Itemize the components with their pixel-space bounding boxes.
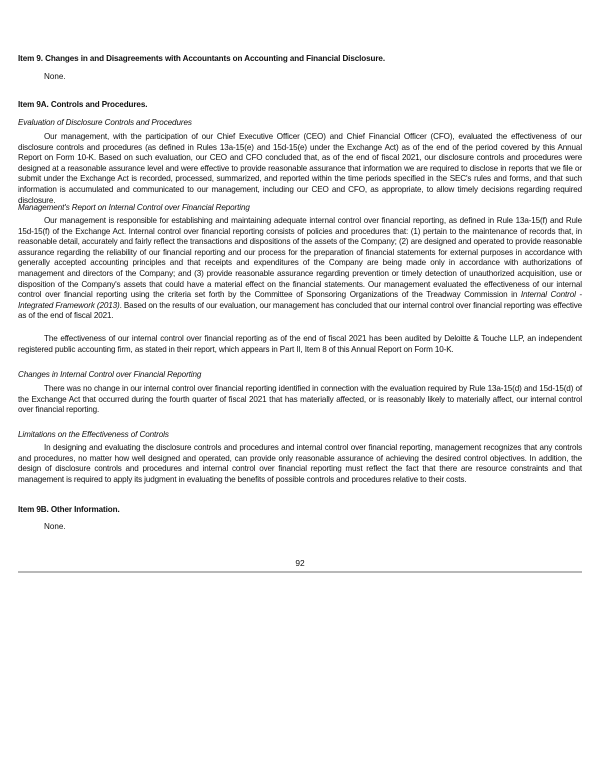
- page-divider: [18, 571, 582, 573]
- management-report-text-b: . Based on the results of our evaluation, our management has concluded that our internal control over financial reporting was effective as of the end of fiscal 2021.: [18, 300, 582, 321]
- management-report-paragraph-2: The effectiveness of our internal control over financial reporting as of the end of fiscal 2021 has been audited by Deloitte & Touche LLP, an independent registered public accounting firm, as stated in their report, which appears in Part II, Item 8 of this Annual Report on Form 10-K.: [18, 334, 582, 354]
- changes-subheading: Changes in Internal Control over Financial Reporting: [18, 370, 202, 379]
- limitations-paragraph: In designing and evaluating the disclosure controls and procedures and internal control over financial reporting, management recognizes that any controls and procedures, no matter how well designed and operated, can provide only reasonable assurance of achieving the desired control objectives. In addition, the design of disclosure controls and procedures and internal control over financial reporting must reflect the fact that there are resource constraints and that management is required to apply its judgment in evaluating the benefits of possible controls and procedures relative to their costs.: [18, 443, 582, 484]
- management-report-subheading: Management's Report on Internal Control over Financial Reporting: [18, 203, 250, 212]
- evaluation-subheading: Evaluation of Disclosure Controls and Procedures: [18, 118, 192, 127]
- framework-title: Internal Control - Integrated Framework (2013): [18, 290, 582, 310]
- changes-paragraph: There was no change in our internal control over financial reporting identified in connection with the evaluation required by Rule 13a-15(d) and 15d-15(d) of the Exchange Act that occurred during the fourth quarter of fiscal 2021 that has materially affected, or is reasonably likely to materially affect, our internal control over financial reporting.: [18, 384, 582, 415]
- item-9-heading: Item 9. Changes in and Disagreements with Accountants on Accounting and Financial Disclosure.: [18, 54, 385, 63]
- item-9b-heading: Item 9B. Other Information.: [18, 505, 120, 514]
- management-report-paragraph-1: [18, 216, 582, 322]
- item-9-body: None.: [44, 72, 66, 81]
- management-report-text-a: Our management is responsible for establishing and maintaining adequate internal control over financial reporting, as defined in Rule 13a-15(f) and Rule 15d-15(f) of the Exchange Act. Internal control over financial reporting consists of policies and procedures that: (1) pertain to the maintenance of records that, in reasonable detail, accurately and fairly reflect the transactions and dispositions of the assets of the Company; (2) are designed and operated to provide reasonable assurance regarding the reliability of our financial reporting and our process for the preparation of financial statements for external purposes in accordance with generally accepted accounting principles and that receipts and expenditures of the Company are being made only in accordance with authorizations of management and directors of the Company; and (3) provide reasonable assurance regarding prevention or timely detection of unauthorized acquisition, use or disposition of the Company's assets that could have a material effect on the financial statements. Our management evaluated the effectiveness of our internal control over financial reporting using the criteria set forth by the Committee of Sponsoring Organizations of the Treadway Commission in: [18, 216, 582, 300]
- page-number: 92: [295, 558, 305, 568]
- item-9b-body: None.: [44, 522, 66, 531]
- item-9a-heading: Item 9A. Controls and Procedures.: [18, 100, 148, 109]
- limitations-subheading: Limitations on the Effectiveness of Controls: [18, 430, 169, 439]
- evaluation-paragraph: Our management, with the participation of our Chief Executive Officer (CEO) and Chief Financial Officer (CFO), evaluated the effectiveness of our disclosure controls and procedures (as defined in Rules 13a-15(e) and 15d-15(e) under the Exchange Act) as of the end of the period covered by this Annual Report on Form 10-K. Based on such evaluation, our CEO and CFO concluded that, as of the end of fiscal 2021, our disclosure controls and procedures were designed at a reasonable assurance level and were effective to provide reasonable assurance that information we are required to disclose in reports that we file or submit under the Exchange Act is recorded, processed, summarized, and reported within the time periods specified in the SEC's rules and forms, and that such information is accumulated and communicated to our management, including our CEO and CFO, as appropriate, to allow timely decisions regarding required disclosure.: [18, 132, 582, 205]
